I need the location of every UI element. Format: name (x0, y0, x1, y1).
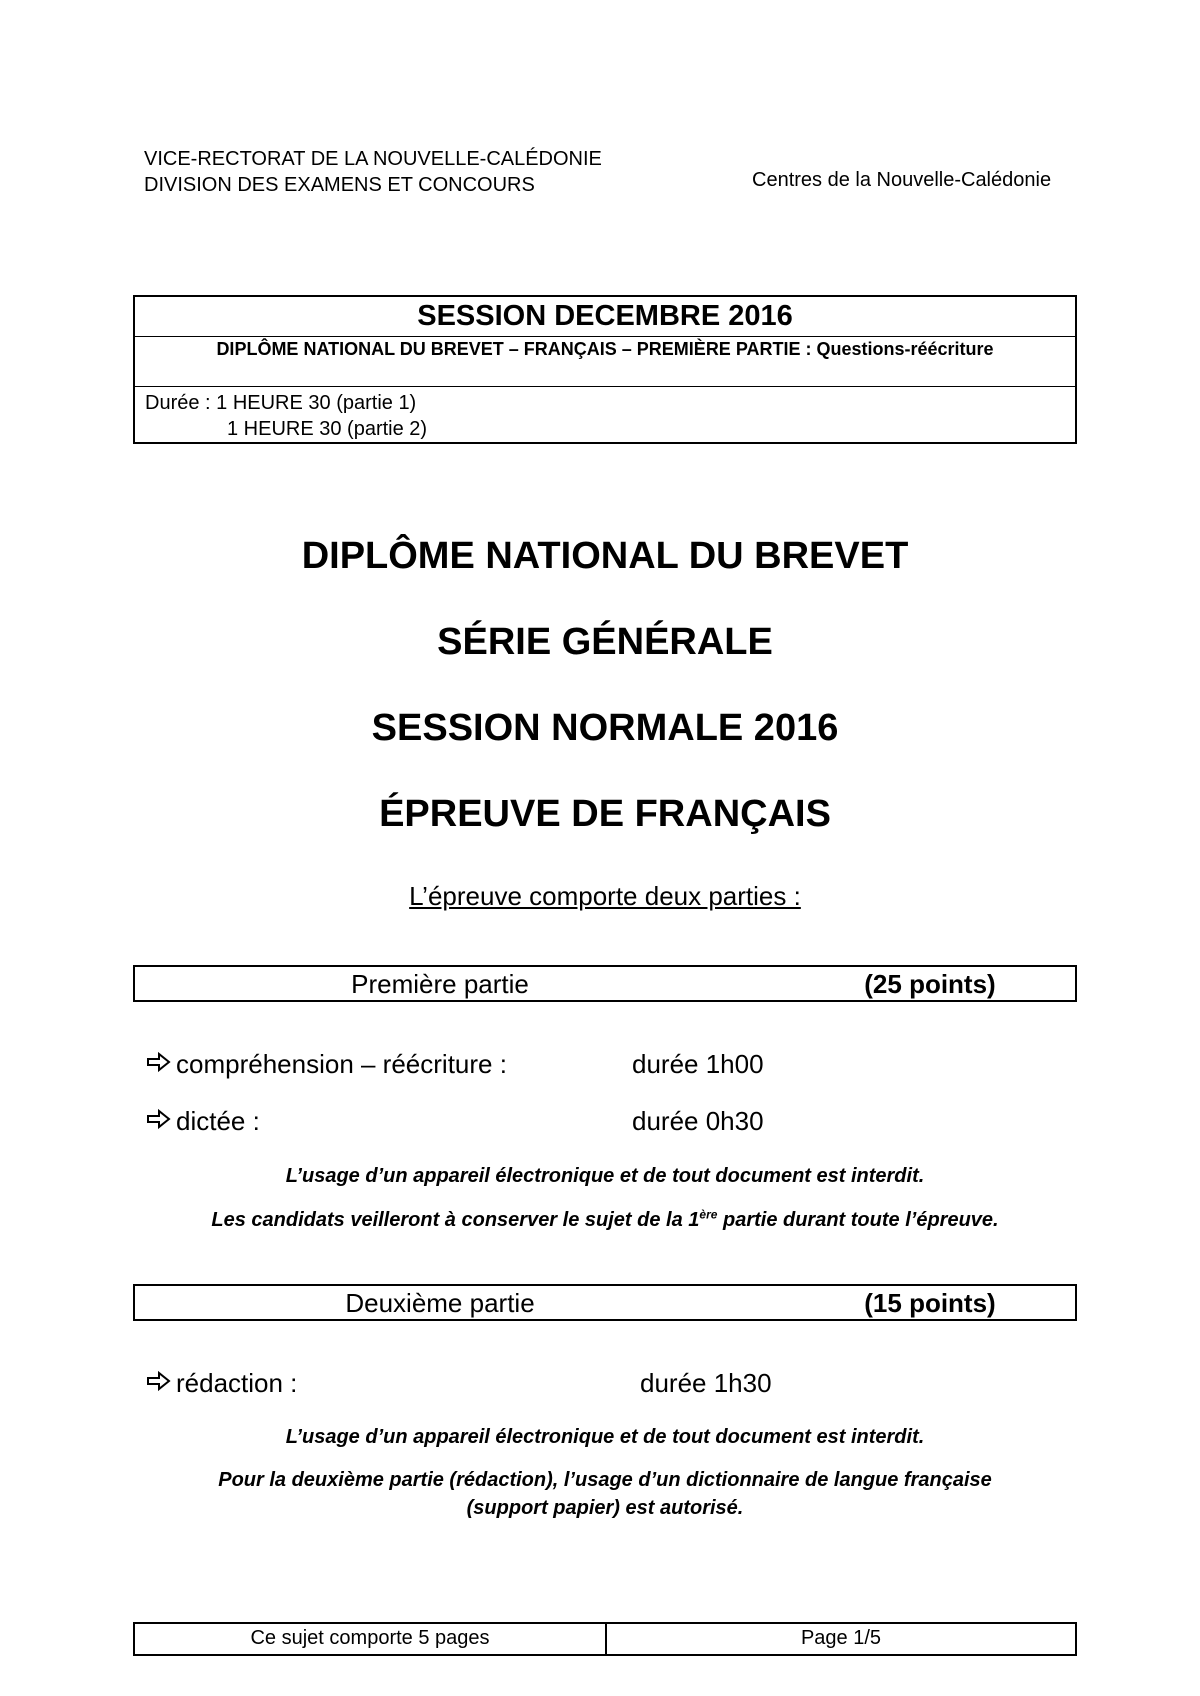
part1-item-duration: durée 0h30 (632, 1106, 764, 1136)
part2-item-duration: durée 1h30 (640, 1368, 772, 1398)
main-title-epreuve: ÉPREUVE DE FRANÇAIS (379, 793, 831, 835)
arrow-right-outline-icon (146, 1367, 176, 1399)
main-title-diplome: DIPLÔME NATIONAL DU BREVET (301, 535, 909, 577)
part1-item-label: dictée : (176, 1106, 260, 1136)
part2-note-2-line-1: Pour la deuxième partie (rédaction), l’usage d’un dictionnaire de langue française (218, 1469, 992, 1491)
part1-note-2-start: Les candidats veilleront à conserver le sujet de la 1 (211, 1209, 700, 1231)
part2-item (146, 1367, 297, 1399)
part1-note-2-sup: ère (699, 1207, 718, 1222)
part1-name: Première partie (351, 969, 529, 999)
header-right: Centres de la Nouvelle-Calédonie (752, 169, 1052, 191)
part2-points: (15 points) (864, 1288, 996, 1318)
arrow-right-outline-icon (146, 1105, 176, 1137)
session-title: SESSION DECEMBRE 2016 (135, 297, 1075, 337)
main-title-session: SESSION NORMALE 2016 (371, 707, 839, 749)
part1-note-1: L’usage d’un appareil électronique et de tout document est interdit. (285, 1165, 925, 1187)
header-line-2: DIVISION DES EXAMENS ET CONCOURS (144, 174, 535, 196)
intro-text: L’épreuve comporte deux parties : (409, 881, 801, 911)
footer-page-count: Ce sujet comporte 5 pages (135, 1624, 607, 1654)
footer (133, 1622, 1077, 1656)
header-left (144, 146, 602, 198)
part2-name: Deuxième partie (345, 1288, 535, 1318)
part1-item (146, 1105, 260, 1137)
duration-line-2: 1 HEURE 30 (partie 2) (227, 418, 428, 440)
part1-item-label: compréhension – réécriture : (176, 1049, 507, 1079)
part1-item (146, 1048, 507, 1080)
part2-item-label: rédaction : (176, 1368, 298, 1398)
part1-item-duration: durée 1h00 (632, 1049, 764, 1079)
duration-line-1: Durée : 1 HEURE 30 (partie 1) (145, 392, 417, 414)
session-box (133, 295, 1077, 444)
session-duration (145, 390, 427, 442)
part2-box (133, 1284, 1077, 1321)
session-subtitle: DIPLÔME NATIONAL DU BREVET – FRANÇAIS – PREMIÈRE PARTIE : Questions-réécriture (135, 337, 1075, 387)
part1-box (133, 965, 1077, 1002)
arrow-right-outline-icon (146, 1048, 176, 1080)
part2-note-1: L’usage d’un appareil électronique et de tout document est interdit. (285, 1426, 925, 1448)
part1-note-2 (0, 1206, 1200, 1234)
part1-points: (25 points) (864, 969, 996, 999)
part1-note-2-end: partie durant toute l’épreuve. (717, 1209, 999, 1231)
header-line-1: VICE-RECTORAT DE LA NOUVELLE-CALÉDONIE (144, 148, 602, 170)
part2-note-2-line-2: (support papier) est autorisé. (466, 1497, 744, 1519)
footer-page-number: Page 1/5 (800, 1627, 882, 1649)
main-title-serie: SÉRIE GÉNÉRALE (437, 621, 773, 663)
part2-note-2 (0, 1466, 1200, 1522)
